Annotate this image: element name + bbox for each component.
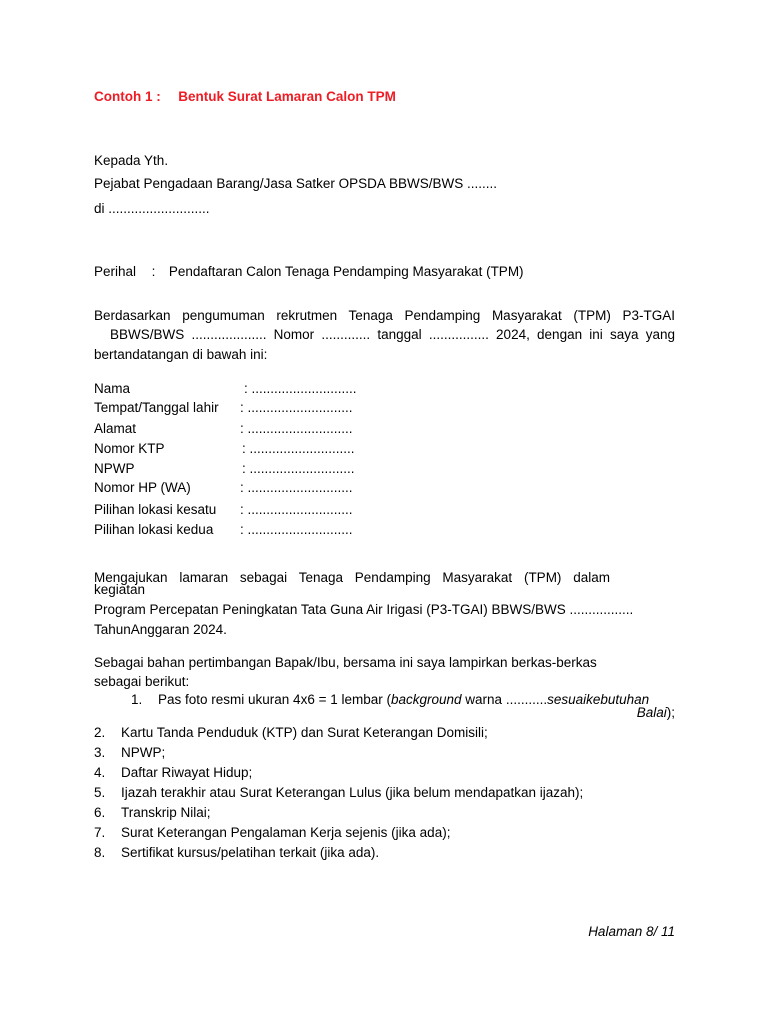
application-line-1b: kegiatan <box>94 582 146 597</box>
item-number: 5. <box>94 785 106 800</box>
field-pilihan-lokasi-kesatu <box>94 502 353 518</box>
field-value: : ............................ <box>242 461 355 476</box>
address-line-2: Pejabat Pengadaan Barang/Jasa Satker OPSDA BBWS/BWS ........ <box>94 176 497 191</box>
field-label: Tempat/Tanggal lahir <box>94 400 219 415</box>
example-heading <box>94 89 396 105</box>
field-value: : ............................ <box>240 502 353 517</box>
field-label: Pilihan lokasi kedua <box>94 522 214 537</box>
application-line-3: TahunAnggaran 2024. <box>94 622 227 637</box>
item-text-c: warna ........... <box>461 692 548 707</box>
subject-value: Pendaftaran Calon Tenaga Pendamping Masyarakat (TPM) <box>168 264 524 279</box>
attachment-item-1-cont <box>637 705 675 721</box>
intro-line-2: BBWS/BWS .................... Nomor ............. tanggal ................ 2024, dengan ini saya yang <box>110 327 675 342</box>
item-text-a: Pas foto resmi ukuran 4x6 = 1 lembar ( <box>158 692 391 707</box>
attachment-item-8 <box>94 845 379 861</box>
item-text-e: Balai <box>636 705 667 720</box>
address-line-1: Kepada Yth. <box>94 153 169 168</box>
attachment-item-5 <box>94 785 583 801</box>
example-label: Contoh 1 : <box>94 89 161 104</box>
item-text: Surat Keterangan Pengalaman Kerja sejenis (jika ada); <box>121 825 451 840</box>
field-value: : ............................ <box>244 381 357 396</box>
item-number: 4. <box>94 765 106 780</box>
field-npwp <box>94 461 355 477</box>
attachment-item-7 <box>94 825 450 841</box>
attachment-item-3 <box>94 745 165 761</box>
field-nama <box>94 381 357 397</box>
item-text: Kartu Tanda Penduduk (KTP) dan Surat Keterangan Domisili; <box>121 725 488 740</box>
item-number: 8. <box>94 845 106 860</box>
attachment-item-2 <box>94 725 488 741</box>
subject-separator: : <box>151 264 156 279</box>
page-number: Halaman 8/ 11 <box>588 924 675 939</box>
item-text: Sertifikat kursus/pelatihan terkait (jika ada). <box>121 845 380 860</box>
item-number: 7. <box>94 825 106 840</box>
item-text-b: background <box>390 692 462 707</box>
intro-line-3: bertandatangan di bawah ini: <box>94 347 268 362</box>
application-line-1: Mengajukan lamaran sebagai Tenaga Pendamping Masyarakat (TPM) dalam <box>94 570 610 585</box>
document-title: Bentuk Surat Lamaran Calon TPM <box>178 89 396 104</box>
item-number: 2. <box>94 725 106 740</box>
field-value: : ............................ <box>240 400 353 415</box>
item-text: Daftar Riwayat Hidup; <box>121 765 253 780</box>
subject-label: Perihal <box>94 264 137 279</box>
address-line-3: di ........................... <box>94 201 210 216</box>
field-label: Alamat <box>94 421 137 436</box>
field-pilihan-lokasi-kedua <box>94 522 353 538</box>
field-value: : ............................ <box>242 441 355 456</box>
item-text: Transkrip Nilai; <box>121 805 211 820</box>
application-line-2: Program Percepatan Peningkatan Tata Guna Air Irigasi (P3-TGAI) BBWS/BWS ................. <box>94 602 634 617</box>
item-text: Ijazah terakhir atau Surat Keterangan Lulus (jika belum mendapatkan ijazah); <box>121 785 584 800</box>
field-value: : ............................ <box>240 522 353 537</box>
item-number: 1. <box>131 692 143 707</box>
item-number: 3. <box>94 745 106 760</box>
field-label: Nomor KTP <box>94 441 165 456</box>
field-nomor-hp <box>94 480 353 496</box>
item-text-d: sesuaikebutuhan <box>547 692 650 707</box>
attachments-intro-1: Sebagai bahan pertimbangan Bapak/Ibu, bersama ini saya lampirkan berkas-berkas <box>94 655 597 670</box>
field-alamat <box>94 421 353 437</box>
attachment-item-1 <box>131 692 649 708</box>
field-label: Nama <box>94 381 131 396</box>
field-tempat-tanggal-lahir <box>94 400 353 416</box>
field-value: : ............................ <box>240 480 353 495</box>
field-nomor-ktp <box>94 441 355 457</box>
intro-line-1: Berdasarkan pengumuman rekrutmen Tenaga Pendamping Masyarakat (TPM) P3-TGAI <box>94 308 675 323</box>
field-value: : ............................ <box>240 421 353 436</box>
field-label: NPWP <box>94 461 135 476</box>
item-text: NPWP; <box>121 745 166 760</box>
item-number: 6. <box>94 805 106 820</box>
field-label: Pilihan lokasi kesatu <box>94 502 217 517</box>
attachment-item-6 <box>94 805 211 821</box>
attachment-item-4 <box>94 765 252 781</box>
field-label: Nomor HP (WA) <box>94 480 191 495</box>
subject-line <box>94 264 524 280</box>
item-text-f: ); <box>666 705 675 720</box>
attachments-intro-2: sebagai berikut: <box>94 674 190 689</box>
